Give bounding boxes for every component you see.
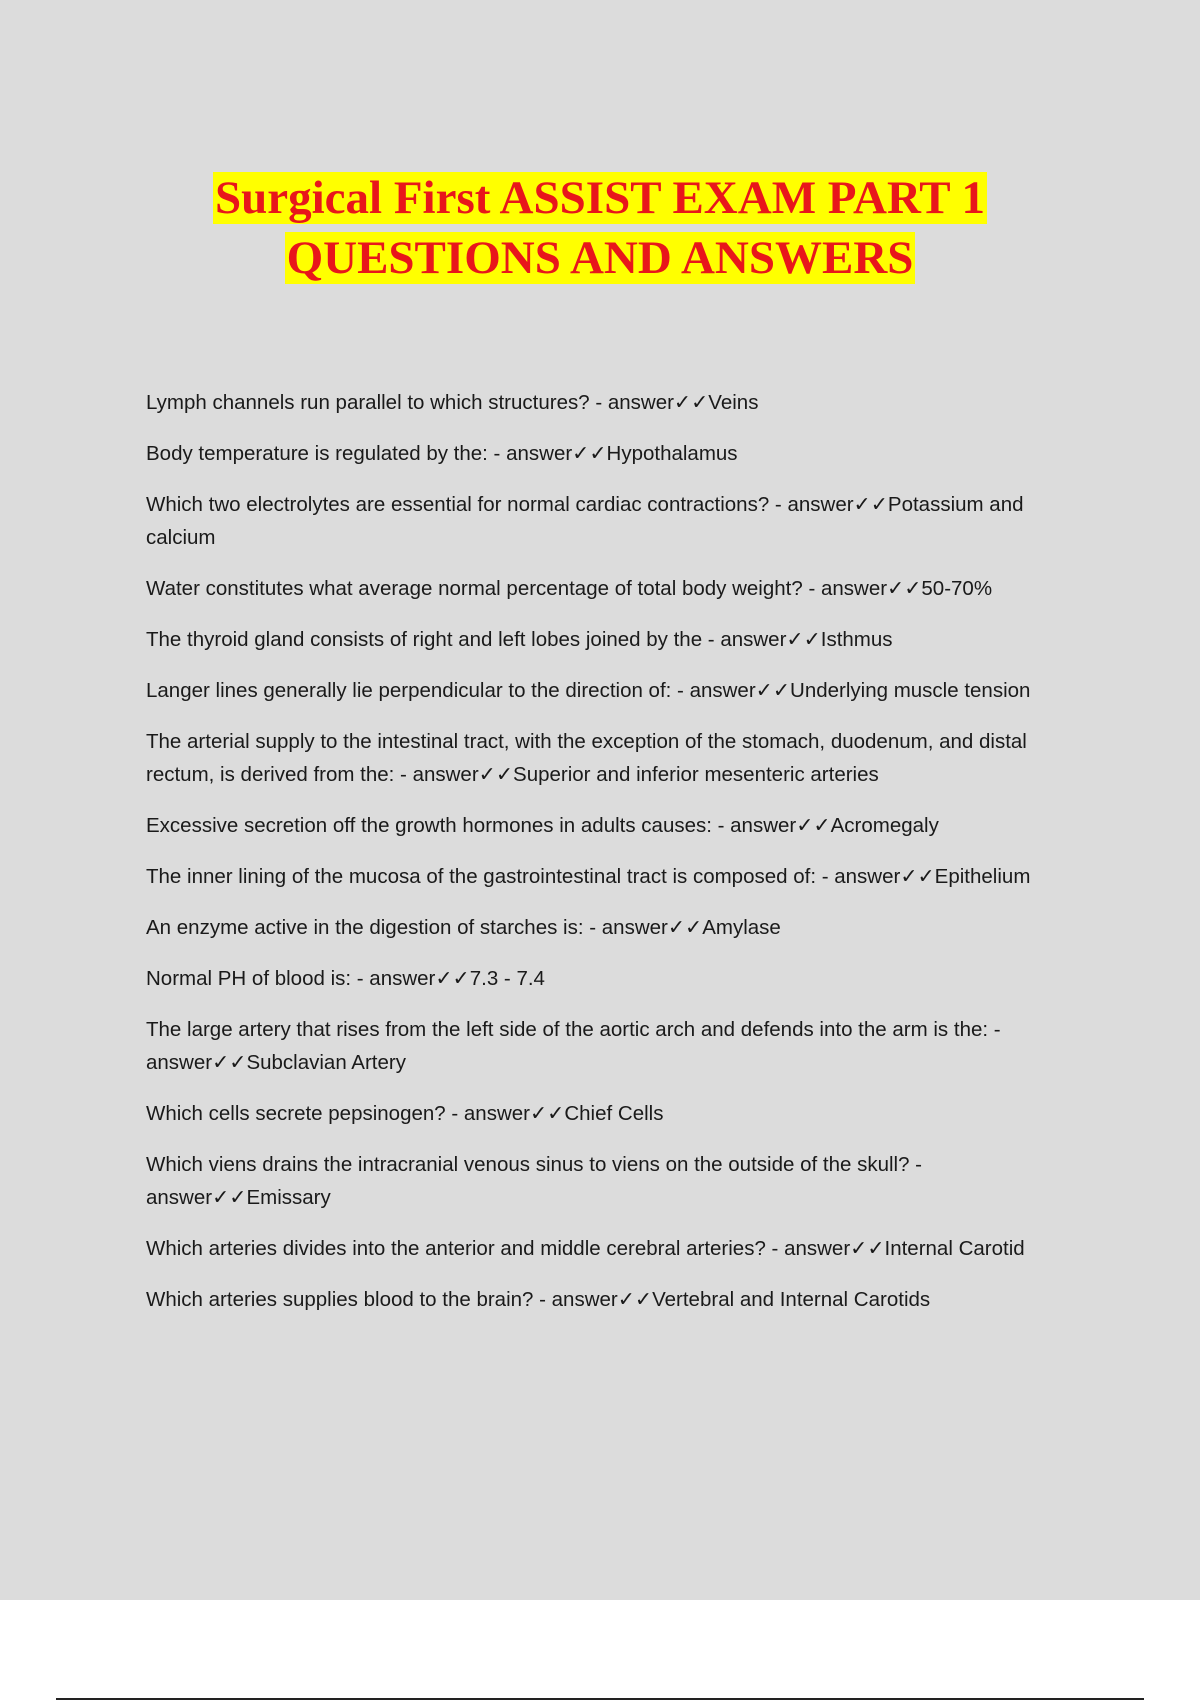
qa-item: The inner lining of the mucosa of the gastrointestinal tract is composed of: - answer✓✓Epithelium <box>146 865 1031 888</box>
qa-item: Which arteries divides into the anterior and middle cerebral arteries? - answer✓✓Internal Carotid <box>146 1237 1025 1260</box>
title-line-2: QUESTIONS AND ANSWERS <box>286 232 914 284</box>
qa-item: The large artery that rises from the left side of the aortic arch and defends into the arm is the: - answer✓✓Subclavian Artery <box>146 1018 1001 1074</box>
qa-item: Lymph channels run parallel to which structures? - answer✓✓Veins <box>146 391 759 414</box>
qa-item: The thyroid gland consists of right and left lobes joined by the - answer✓✓Isthmus <box>146 628 893 651</box>
qa-item: Water constitutes what average normal percentage of total body weight? - answer✓✓50-70% <box>146 577 993 600</box>
qa-item: Langer lines generally lie perpendicular to the direction of: - answer✓✓Underlying muscle tension <box>146 679 1031 702</box>
qa-item: Which cells secrete pepsinogen? - answer✓✓Chief Cells <box>146 1102 664 1125</box>
qa-item: Which arteries supplies blood to the brain? - answer✓✓Vertebral and Internal Carotids <box>146 1288 931 1311</box>
qa-item: Excessive secretion off the growth hormones in adults causes: - answer✓✓Acromegaly <box>146 814 939 837</box>
qa-item: Body temperature is regulated by the: - answer✓✓Hypothalamus <box>146 442 738 465</box>
qa-item: An enzyme active in the digestion of starches is: - answer✓✓Amylase <box>146 916 781 939</box>
qa-item: Which viens drains the intracranial venous sinus to viens on the outside of the skull? - answer✓✓Emissary <box>146 1153 922 1209</box>
title-line-1: Surgical First ASSIST EXAM PART 1 <box>214 172 986 224</box>
qa-item: Which two electrolytes are essential for normal cardiac contractions? - answer✓✓Potassium and calcium <box>146 493 1024 549</box>
document-title <box>0 168 1200 288</box>
qa-item: The arterial supply to the intestinal tract, with the exception of the stomach, duodenum, and distal rectum, is derived from the: - answer✓✓Superior and inferior mesenteric arteries <box>146 730 1027 786</box>
qa-item: Normal PH of blood is: - answer✓✓7.3 - 7.4 <box>146 967 545 990</box>
qa-list <box>146 386 1086 1334</box>
